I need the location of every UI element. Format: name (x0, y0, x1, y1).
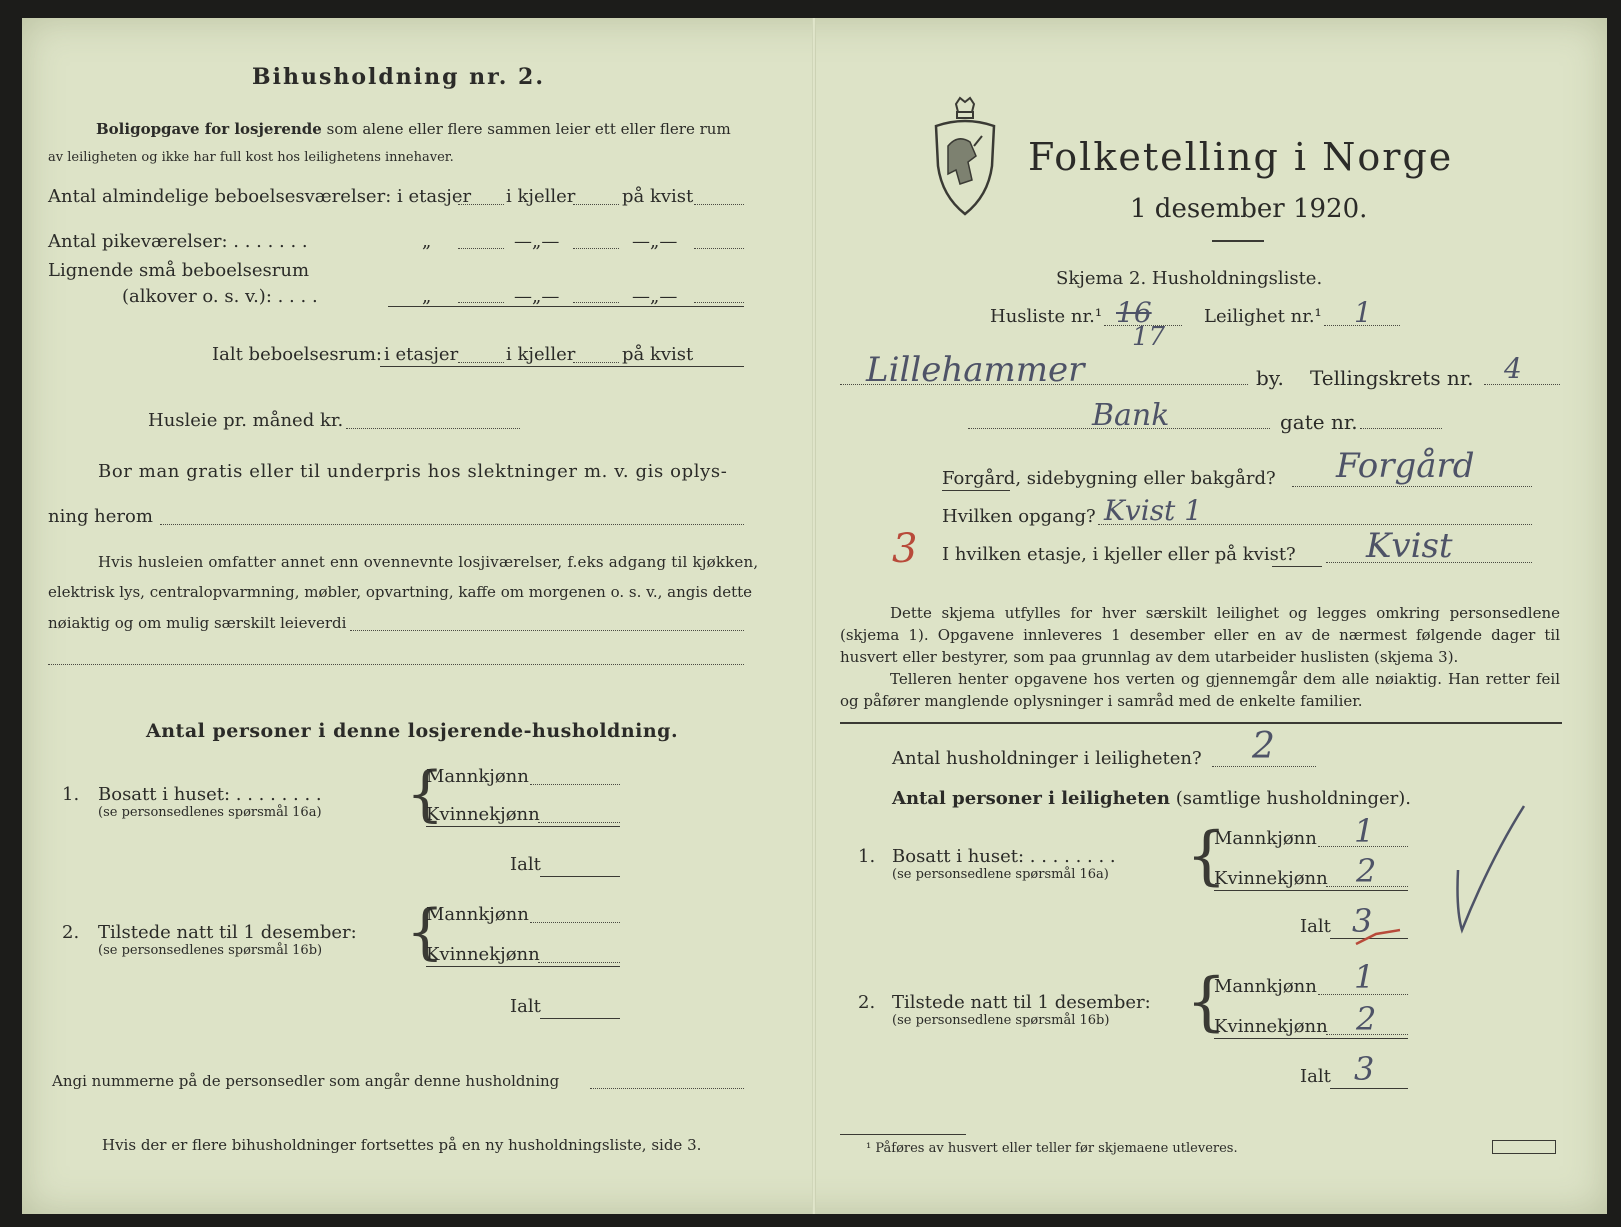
printer-stamp (1492, 1140, 1556, 1154)
left-title: Bihusholdning nr. 2. (252, 64, 545, 90)
persons-heading: Antal personer i denne losjerende-husholdning. (146, 720, 679, 742)
q2-label: Tilstede natt til 1 desember: (98, 922, 357, 943)
persons-rest: (samtlige husholdninger). (1175, 788, 1412, 809)
q1-reference: (se personsedlenes spørsmål 16a) (98, 805, 322, 820)
r-q2-reference: (se personsedlene spørsmål 16b) (892, 1013, 1110, 1028)
krets-field[interactable] (1484, 384, 1560, 385)
angi-label: Angi nummerne på de personsedler som angår denne husholdning (52, 1072, 560, 1090)
r-q1-mann-value: 1 (1354, 812, 1375, 850)
pike-kvist-field[interactable] (694, 248, 744, 249)
rooms-kvist-label: på kvist (622, 186, 694, 207)
q1-brace: { (406, 759, 445, 829)
intro-rest: som alene eller flere sammen leier ett eller flere rum (326, 120, 731, 138)
rent-field[interactable] (346, 428, 520, 429)
opgang-label: Hvilken opgang? (942, 506, 1096, 527)
intro-line-2: av leiligheten og ikke har full kost hos leilighetens innehaver. (48, 150, 454, 165)
q1-mann-label: Mannkjønn (426, 766, 529, 787)
ialt-kjeller-label: i kjeller (506, 344, 576, 365)
small-kvist-field[interactable] (694, 302, 744, 303)
small-quote: „ (422, 286, 432, 307)
r-q2-kvinne-label: Kvinnekjønn (1214, 1016, 1328, 1037)
rooms-kjeller-label: i kjeller (506, 186, 576, 207)
gratis-line-2: ning herom (48, 506, 153, 527)
q2-number: 2. (62, 922, 80, 943)
q2-ialt-label: Ialt (510, 996, 541, 1017)
r-q2-ialt-field[interactable] (1330, 1088, 1408, 1089)
pike-dash-1: —„— (514, 231, 560, 252)
r-q1-label: Bosatt i huset: . . . . . . . . (892, 846, 1116, 867)
q1-kvinne-field[interactable] (538, 822, 620, 823)
q2-reference: (se personsedlenes spørsmål 16b) (98, 943, 323, 958)
small-kjeller-field[interactable] (573, 302, 619, 303)
census-date: 1 desember 1920. (1130, 194, 1368, 224)
ialt-rooms-underline (380, 366, 744, 367)
ialt-rooms-label: Ialt beboelsesrum: (212, 344, 382, 365)
r-q2-number: 2. (858, 992, 876, 1013)
leilighet-value: 1 (1354, 296, 1372, 329)
small-rooms-label-1: Lignende små beboelsesrum (48, 260, 310, 281)
extra-line-2: elektrisk lys, centralopvarmning, møbler, opvartning, kaffe om morgenen o. s. v., angis dette (48, 583, 753, 601)
extra-line-1: Hvis husleien omfatter annet enn ovennevnte losjiværelser, f.eks adgang til kjøkken, (98, 553, 759, 571)
leilighet-label: Leilighet nr.¹ (1204, 306, 1322, 327)
forgard-label: Forgård, sidebygning eller bakgård? (942, 468, 1276, 489)
footnote-rule (840, 1134, 966, 1135)
r-q2-label: Tilstede natt til 1 desember: (892, 992, 1151, 1013)
norway-coat-of-arms-icon (930, 96, 1000, 218)
persons-bold: Antal personer i leiligheten (892, 788, 1170, 809)
gratis-line-1: Bor man gratis eller til underpris hos slektninger m. v. gis oplys- (98, 461, 728, 482)
pike-label: Antal pikeværelser: . . . . . . . (48, 231, 308, 252)
r-q1-brace: { (1186, 819, 1227, 893)
gate-label: gate nr. (1280, 410, 1358, 434)
rooms-kjeller-field[interactable] (573, 204, 619, 205)
r-q1-ialt-label: Ialt (1300, 916, 1331, 937)
q2-kvinne-field[interactable] (538, 962, 620, 963)
ialt-kvist-label: på kvist (622, 344, 694, 365)
ialt-etasjer-field[interactable] (458, 362, 504, 363)
persons-heading-right (892, 790, 1411, 808)
r-q2-kvinne-value: 2 (1356, 1000, 1377, 1038)
by-label: by. (1256, 366, 1284, 390)
footnote: ¹ Påføres av husvert eller teller før skjemaene utleveres. (866, 1141, 1238, 1156)
husliste-value: 16 (1116, 296, 1152, 329)
intro-bold: Boligopgave for losjerende (96, 120, 322, 138)
small-dash-2: —„— (632, 286, 678, 307)
pike-dash-2: —„— (632, 231, 678, 252)
q1-ialt-label: Ialt (510, 854, 541, 875)
etasje-margin-mark: 3 (892, 526, 918, 572)
right-title: Folketelling i Norge (1028, 135, 1454, 179)
r-q1-number: 1. (858, 846, 876, 867)
city-value: Lillehammer (866, 350, 1085, 390)
instructions-2: Telleren henter opgavene hos verten og gjennemgår dem alle nøiaktig. Han retter feil og påfører manglende oplysninger i samråd med de enkelte familier. (840, 670, 1560, 710)
r-q2-sum-line (1214, 1038, 1408, 1039)
q1-number: 1. (62, 784, 80, 805)
r-q1-mann-label: Mannkjønn (1214, 828, 1317, 849)
instructions-1: Dette skjema utfylles for hver særskilt leilighet og legges omkring personsedlene (skjema 1). Opgavene innleveres 1 desember eller en av de nærmest følgende dager til husvert eller bestyrer, som paa grunnlag av dem utarbeider huslisten (skjema 3). (840, 604, 1560, 666)
ialt-kjeller-field[interactable] (573, 362, 619, 363)
check-mark-icon (1450, 800, 1530, 940)
leieverdi-field[interactable] (350, 630, 744, 631)
r-q2-mann-value: 1 (1354, 958, 1375, 996)
small-dash-1: —„— (514, 286, 560, 307)
r-q1-kvinne-value: 2 (1356, 852, 1377, 890)
q1-ialt-field[interactable] (540, 876, 620, 877)
r-q1-kvinne-label: Kvinnekjønn (1214, 868, 1328, 889)
rooms-etasjer-field[interactable] (458, 204, 504, 205)
q2-brace: { (406, 897, 445, 967)
r-q2-brace: { (1186, 965, 1227, 1039)
etasje-label: I hvilken etasje, i kjeller eller på kvist? (942, 544, 1296, 565)
red-tick-mark (1354, 926, 1404, 948)
page-fold (812, 18, 816, 1214)
r-q2-ialt-label: Ialt (1300, 1066, 1331, 1087)
r-q1-reference: (se personsedlene spørsmål 16a) (892, 867, 1109, 882)
households-value: 2 (1252, 726, 1275, 767)
angi-field[interactable] (590, 1088, 744, 1089)
r-q1-ialt-value: 3 (1352, 902, 1373, 940)
r-q1-sum-line (1214, 890, 1408, 891)
husliste-label: Husliste nr.¹ (990, 306, 1103, 327)
krets-label: Tellingskrets nr. (1310, 366, 1474, 390)
rooms-label: Antal almindelige beboelsesværelser: i etasjer (48, 186, 472, 207)
q2-kvinne-label: Kvinnekjønn (426, 944, 540, 965)
schema-label: Skjema 2. Husholdningsliste. (1056, 268, 1323, 289)
title-rule (1212, 240, 1264, 242)
q1-kvinne-label: Kvinnekjønn (426, 804, 540, 825)
forgard-field[interactable] (1292, 486, 1532, 487)
forgard-value: Forgård (1336, 446, 1475, 486)
small-rooms-underline (388, 306, 744, 307)
small-etasjer-field[interactable] (458, 302, 504, 303)
leieverdi-field-2[interactable] (48, 664, 744, 665)
q1-label: Bosatt i huset: . . . . . . . . (98, 784, 322, 805)
q2-ialt-field[interactable] (540, 1018, 620, 1019)
ialt-etasjer-label: i etasjer (384, 344, 459, 365)
q2-mann-field[interactable] (530, 922, 620, 923)
pike-quote: „ (422, 231, 432, 252)
q1-mann-field[interactable] (530, 784, 620, 785)
pike-etasjer-field[interactable] (458, 248, 504, 249)
husliste-correction: 17 (1132, 322, 1166, 352)
forgard-underline (942, 490, 1010, 491)
households-label: Antal husholdninger i leiligheten? (892, 748, 1202, 769)
kvist-underline (1272, 566, 1322, 567)
small-rooms-label-2: (alkover o. s. v.): . . . . (122, 286, 318, 307)
rooms-kvist-field[interactable] (694, 204, 744, 205)
q1-sum-line (426, 826, 620, 827)
krets-value: 4 (1504, 352, 1522, 385)
r-q2-mann-label: Mannkjønn (1214, 976, 1317, 997)
intro-line-1 (96, 122, 731, 137)
etasje-value: Kvist (1366, 526, 1453, 566)
street-value: Bank (1092, 398, 1170, 433)
opgang-value: Kvist 1 (1104, 494, 1203, 527)
extra-line-3: nøiaktig og om mulig særskilt leieverdi (48, 614, 347, 632)
q2-sum-line (426, 966, 620, 967)
pike-kjeller-field[interactable] (573, 248, 619, 249)
gratis-field[interactable] (160, 524, 744, 525)
gate-nr-field[interactable] (1360, 428, 1442, 429)
r-q2-ialt-value: 3 (1354, 1050, 1375, 1088)
left-footer: Hvis der er flere bihusholdninger fortsettes på en ny husholdningsliste, side 3. (102, 1136, 702, 1154)
rent-label: Husleie pr. måned kr. (148, 410, 344, 431)
q2-mann-label: Mannkjønn (426, 904, 529, 925)
instructions-rule (840, 722, 1562, 724)
